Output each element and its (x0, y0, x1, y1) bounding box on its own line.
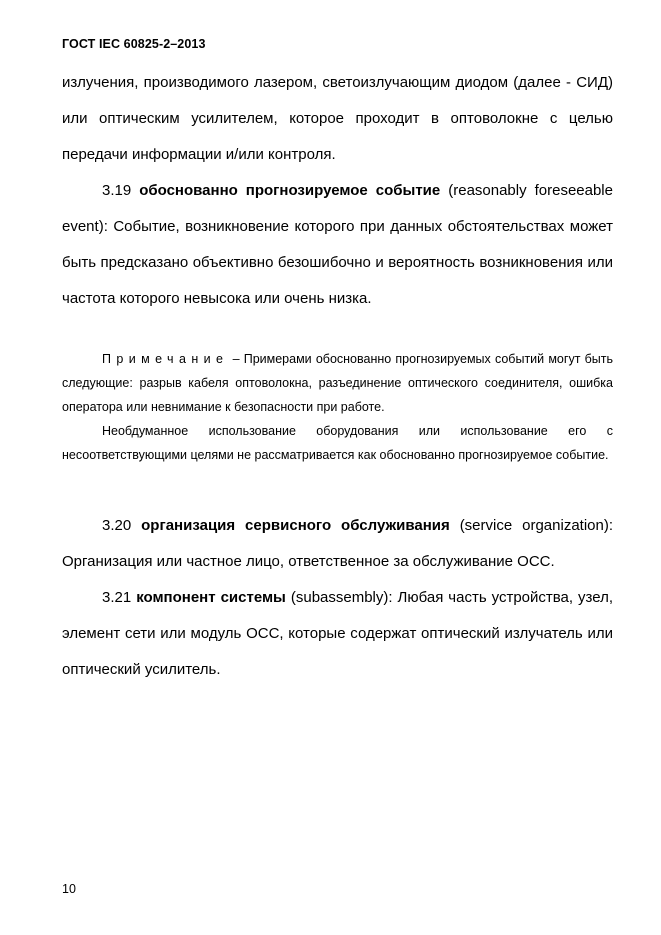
definition-3-21 (62, 580, 613, 688)
note-text-1: – Примерами обоснованно прогнозируемых событий могут быть следующие: разрыв кабеля оптоволокна, разъединение оптического соединителя, ошибка оператора или невнимание к безопасности при работе. (62, 352, 613, 414)
defined-term: обоснованно прогнозируемое событие (139, 182, 441, 199)
document-header: ГОСТ IEC 60825-2–2013 (62, 37, 206, 51)
intro-paragraph: излучения, производимого лазером, светоизлучающим диодом (далее - СИД) или оптическим усилителем, которое проходит в оптоволокне с целью передачи информации и/или контроля. (62, 74, 613, 163)
note-paragraph-2: Необдуманное использование оборудования или использование его с несоответствующими целями не рассматривается как обоснованно прогнозируемое событие. (62, 424, 613, 462)
clause-number: 3.20 (102, 517, 132, 534)
definition-3-20 (62, 508, 613, 580)
definition-text: (subassembly): Любая часть устройства, узел, элемент сети или модуль ОСС, которые содержат оптический излучатель или оптический усилитель. (62, 589, 614, 678)
definition-text: (service organization): Организация или частное лицо, ответственное за обслуживание ОСС. (62, 517, 614, 570)
definition-text: (reasonably foreseeable event): Событие, возникновение которого при данных обстоятельствах может быть предсказано объективно безошибочно и вероятность возникновения или частота которого невысока или очень низка. (62, 182, 613, 307)
note-label: Примечание (102, 352, 229, 366)
clause-number: 3.21 (102, 589, 132, 606)
main-text-lower (62, 508, 613, 688)
defined-term: организация сервисного обслуживания (141, 517, 450, 534)
main-text-upper (62, 65, 613, 317)
page-number: 10 (62, 882, 76, 896)
note-block (62, 347, 613, 467)
note-paragraph-1 (62, 347, 613, 419)
clause-number: 3.19 (102, 182, 132, 199)
definition-3-19 (62, 173, 613, 317)
defined-term: компонент системы (136, 589, 286, 606)
